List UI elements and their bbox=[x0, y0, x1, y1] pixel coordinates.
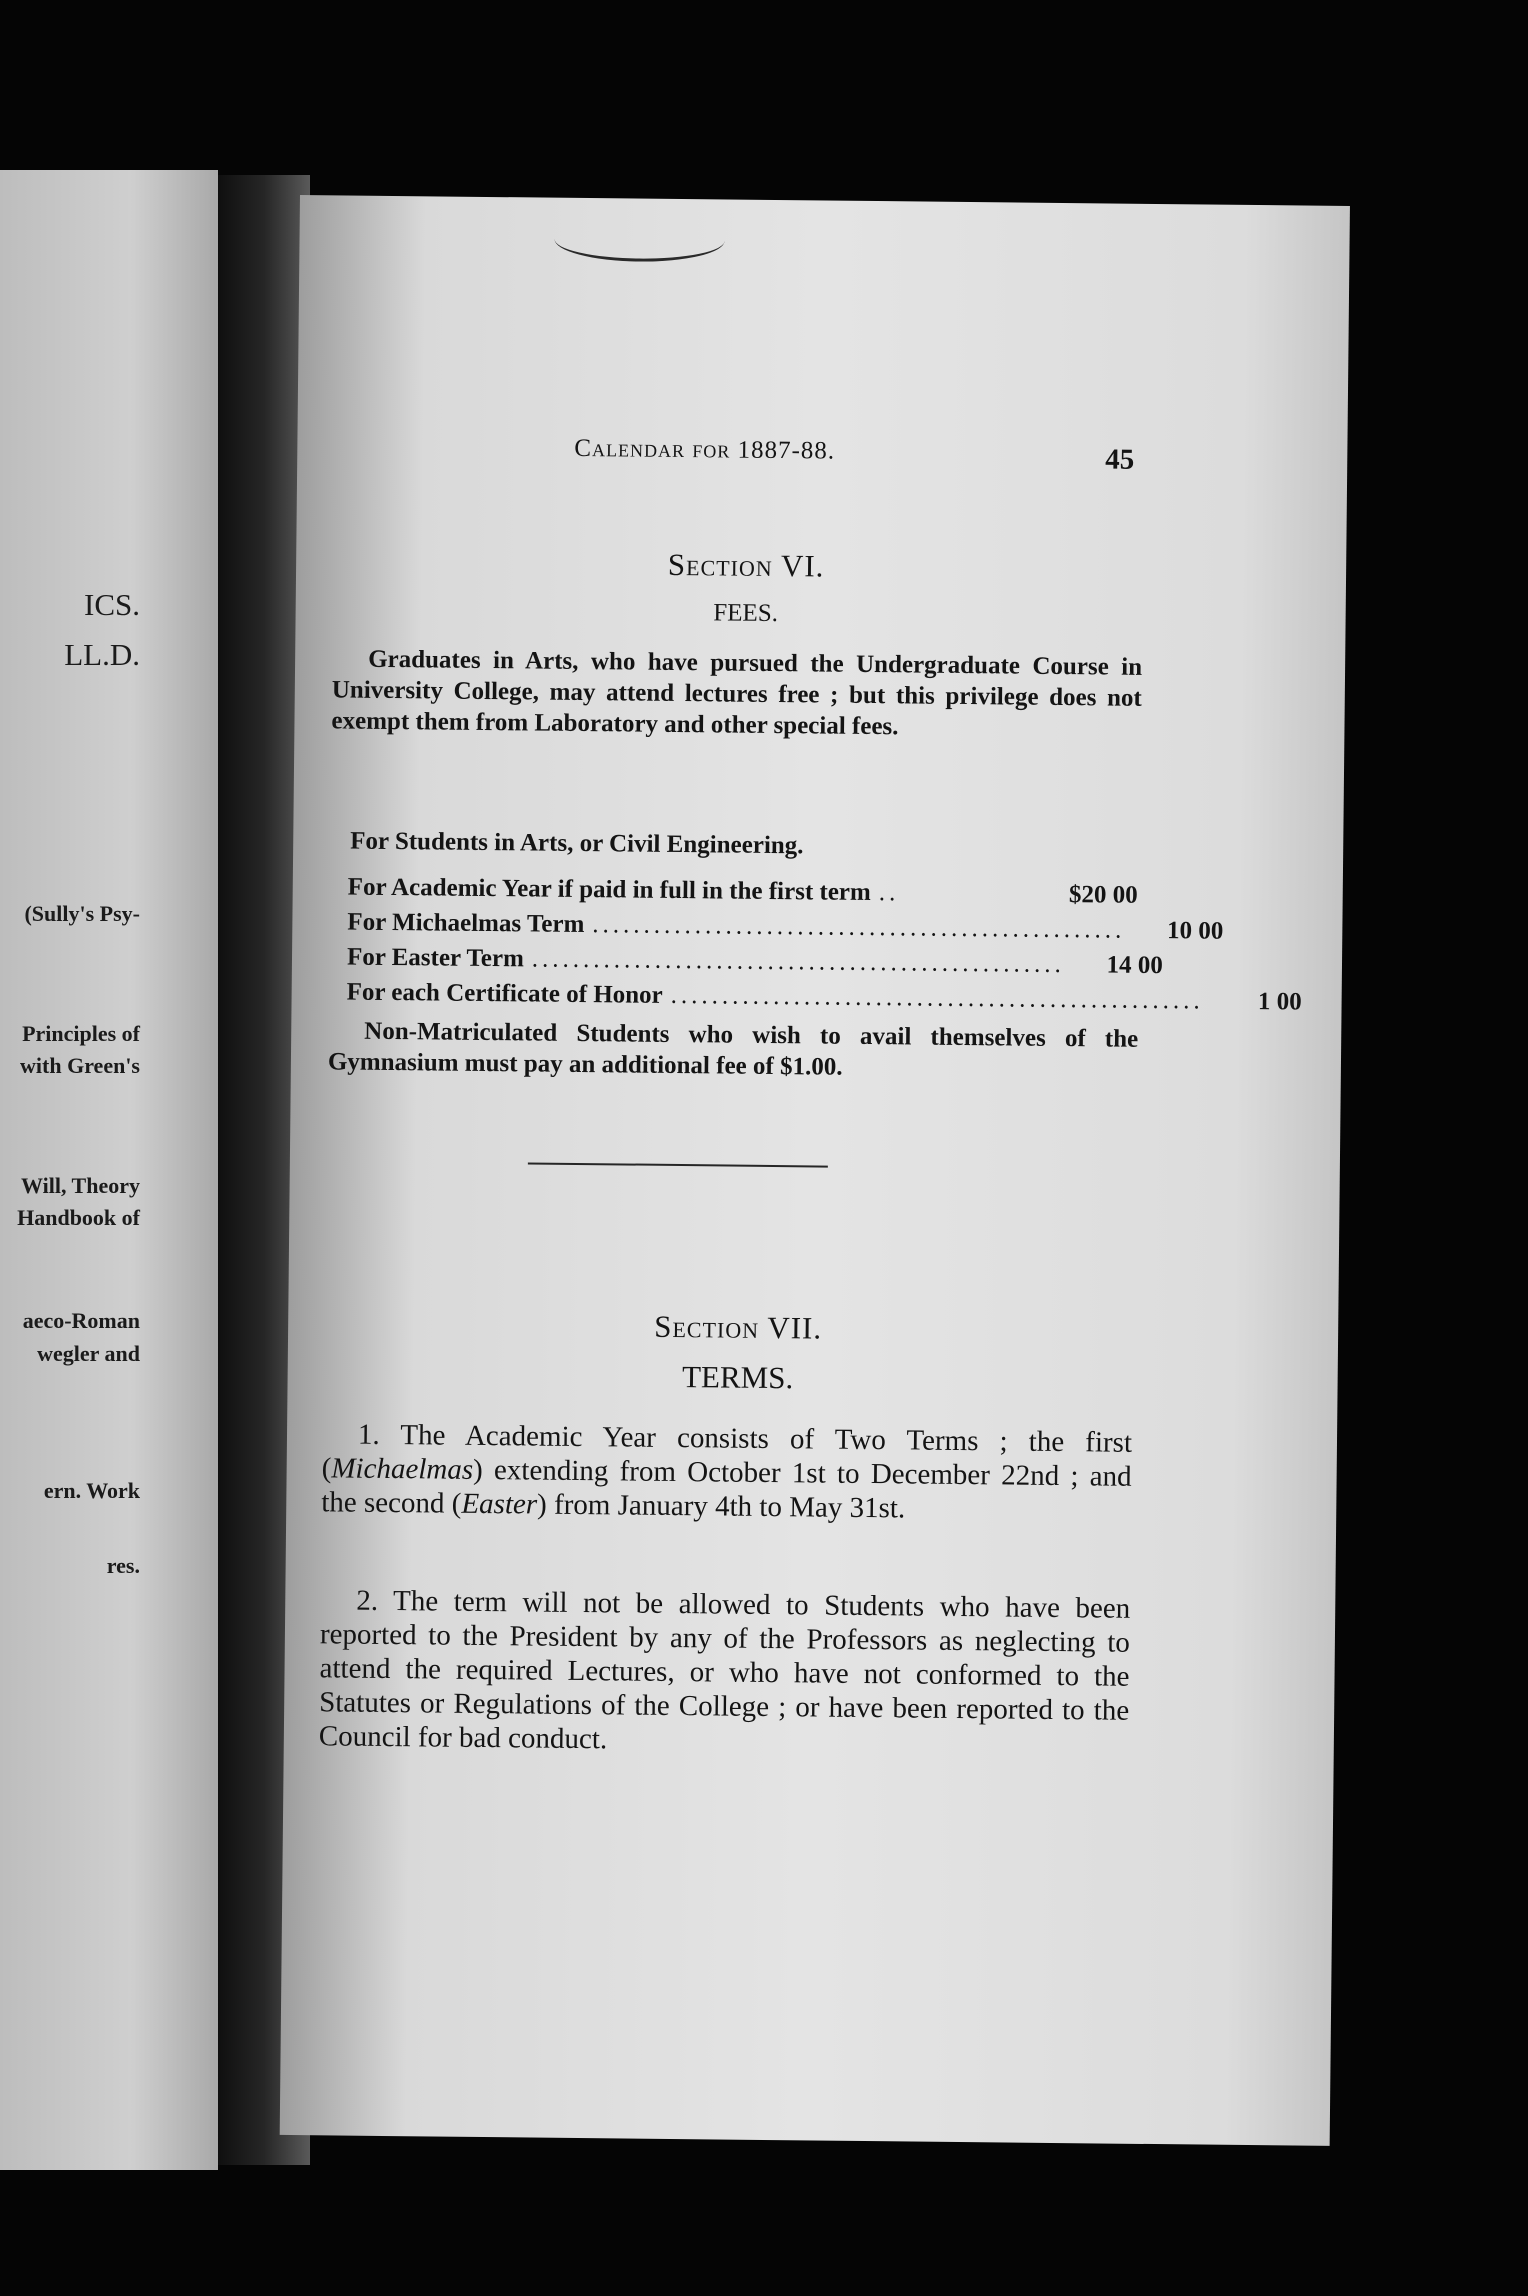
fee-amount: $20 00 bbox=[1068, 881, 1138, 909]
fee-label: For Michaelmas Term bbox=[347, 908, 585, 939]
term-name-italic: Michaelmas bbox=[331, 1452, 474, 1486]
leader-dots: .................................................... bbox=[592, 911, 1126, 944]
left-fragment: aeco-Roman bbox=[22, 1308, 140, 1333]
fee-amount: 10 00 bbox=[1166, 917, 1224, 945]
left-fragment: res. bbox=[106, 1553, 140, 1578]
section-6-title: Section VI. bbox=[667, 546, 825, 584]
left-fragment: Principles of bbox=[22, 1021, 140, 1046]
fee-label: For each Certificate of Honor bbox=[346, 978, 663, 1009]
right-page bbox=[280, 195, 1350, 2146]
leader-dots: .................................................... bbox=[531, 945, 1065, 979]
fee-label: For Academic Year if paid in full in the first term bbox=[347, 873, 871, 907]
fee-amount: 1 00 bbox=[1257, 988, 1302, 1016]
terms-text: ) from January 4th to May 31st. bbox=[536, 1488, 906, 1525]
left-fragment: ICS. bbox=[84, 587, 140, 622]
terms-text: ) extending from October 1st to December 22nd ; and the second ( bbox=[321, 1453, 1132, 1520]
left-page bbox=[0, 170, 218, 2170]
left-fragment: Will, Theory bbox=[21, 1173, 140, 1198]
terms-paragraph-2: 2. The term will not be allowed to Students who have been reported to the President by any of the Professors as neglecting to attend the required Lectures, or who have not conformed to the Statutes or Regulations of the College ; or have been reported to the Council for bad conduct. bbox=[318, 1584, 1131, 1756]
gymnasium-note: Non-Matriculated Students who wish to avail themselves of the Gymnasium must pay an additional fee of $1.00. bbox=[327, 1017, 1139, 1081]
page-curve-mark bbox=[554, 218, 724, 263]
fees-table bbox=[346, 870, 1302, 1018]
section-7-title: Section VII. bbox=[654, 1308, 823, 1346]
section-7-subtitle: TERMS. bbox=[681, 1359, 794, 1396]
fee-row bbox=[346, 975, 1302, 1018]
running-header: Calendar for 1887-88. bbox=[574, 434, 836, 465]
fees-intro-paragraph: Graduates in Arts, who have pursued the Undergraduate Course in University College, may attend lectures free ; but this privilege does not exempt them from Laboratory and other special fees. bbox=[331, 645, 1143, 741]
fee-amount: 14 00 bbox=[1106, 951, 1163, 980]
section-6-subtitle: FEES. bbox=[713, 599, 779, 628]
leader-dots: .. bbox=[878, 879, 900, 907]
terms-text: 1. The Academic Year consists of Two Terms ; the first ( bbox=[321, 1418, 1133, 1485]
term-name-italic: Easter bbox=[461, 1487, 538, 1521]
left-fragment: with Green's bbox=[20, 1053, 140, 1078]
left-fragment: Handbook of bbox=[17, 1205, 140, 1230]
fee-label: For Easter Term bbox=[346, 943, 524, 973]
section-divider bbox=[528, 1162, 828, 1167]
left-fragment: ern. Work bbox=[43, 1478, 140, 1503]
leader-dots: .................................................... bbox=[670, 981, 1204, 1015]
fees-label: For Students in Arts, or Civil Engineering. bbox=[350, 827, 804, 860]
terms-paragraph-1 bbox=[321, 1417, 1132, 1527]
left-fragment: wegler and bbox=[37, 1341, 140, 1366]
left-fragment: (Sully's Psy- bbox=[24, 901, 140, 926]
left-fragment: LL.D. bbox=[64, 637, 140, 672]
page-number: 45 bbox=[1105, 443, 1135, 476]
